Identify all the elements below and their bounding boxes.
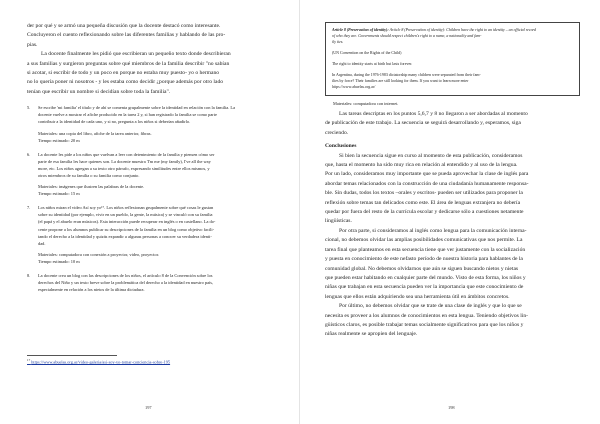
materials-caption: Materiales: computadora con internet.: [333, 101, 399, 106]
text-line: Las tareas descriptas en los puntos 5,6,7 y 8 no llegaron a ser abordadas al momento: [339, 111, 528, 117]
time-estimate: Tiempo estimado: 10 m: [38, 258, 80, 264]
section-heading: Conclusiones: [325, 143, 357, 150]
footnote-link[interactable]: https://www.abuelas.org.ar/video-galeria/asi-soy-yo-tomar-conciencia-sobre-195: [31, 359, 171, 365]
exercise-line: otros miembros de su familia o su familia como conjunto.: [38, 173, 140, 178]
page-number-right: 198: [448, 405, 455, 410]
text-line: no lo quería poner ni nosotros - y les estaba como decidir ¿porque además por otro lado: [27, 79, 224, 86]
conclusions-paragraph: [325, 152, 580, 227]
exercise-line: La docente crea un blog con las descripciones de los niños, el artículo 8 de la Convención sobre los: [38, 273, 213, 279]
exercise-number: 6.: [27, 151, 31, 157]
footnote: [27, 357, 170, 365]
tasks-paragraph: [325, 110, 580, 138]
exercise-line: docente vuelve a mostrar el afiche producido en la tarea 2 y, si han registrado la familia se como parte: [38, 112, 217, 118]
text-line: que pueden estar habitando en cualquier parte del mundo. Visto de esta forma, los niños y: [325, 274, 526, 281]
materials-text: Materiales: computadora con conexión a proyector, video, proyector.: [38, 251, 160, 257]
box-source: (UN Convention on the Rights of the Child): [332, 50, 402, 55]
text-line: ble. Sin dudas, todos los textos –orales y escritos- pueden ser utilizados para proponer la: [325, 190, 523, 197]
text-line: Concluyeron el cuento reflexionando sobre las diferentes familias y hablando de las pro-: [27, 32, 226, 39]
exercise-line: (el papá y el abuelo eran músicos). Esta interacción puede recuperar en inglés o en castellano. La do-: [38, 219, 216, 225]
exercise-line: La docente les pide a los niños que vuelvan a leer con detenimiento de la familia y piensen cómo ser: [38, 151, 215, 157]
footnote-number: 17: [27, 358, 31, 362]
box-line: Article 8 (Preservation of identity): Children have the right to an identity – an official record: [389, 27, 536, 32]
text-line: reflexión sobre temas tan delicados como este. El área de lenguas extranjera no debería: [325, 199, 521, 206]
exercise-line: dad.: [38, 240, 46, 246]
text-line: lingüísticas.: [325, 218, 352, 225]
other-paragraph: [325, 227, 580, 302]
right-page: [300, 0, 600, 424]
last-paragraph: [325, 302, 580, 340]
text-line: niñas que trabajan en esta secuencia pueden ver la importancia que este conocimiento de: [325, 284, 524, 291]
box-line: ily ties.: [332, 39, 344, 44]
text-line: Por un lado, consideramos muy importante que se pueda aprovechar la clase de inglés para: [325, 171, 529, 178]
text-line: quedar por fuera del resto de la currícula escolar y dedicarse sólo a cuestiones netamente: [325, 209, 524, 216]
box-line: of who they are. Governments should respect children's right to a name, a nationality and fam-: [332, 33, 482, 38]
exercise-line: cente propone a los alumnos publicar su descripciones de la familia en un blog como objetivo facili-: [38, 226, 215, 232]
exercise-number: 5.: [27, 105, 31, 111]
family-text-paragraph: [27, 50, 286, 97]
exercise-line: more, etc. Los niños agregan a su texto otro párrafo, expresando similitudes entre ellos mismos, y: [38, 165, 210, 171]
text-line: comunidad global. No debemos olvidarnos que aún se siguen buscando nietos y nietas: [325, 265, 519, 272]
exercise-line: tando el derecho a la identidad y quizás expandir a algunas personas a conocer su verdadera identi-: [38, 233, 212, 239]
text-line: creciendo.: [325, 129, 349, 136]
text-line: der por qué y se armó una pequeña discusión que la docente destacó como interesante.: [27, 23, 221, 29]
box-line: The right to identity starts at birth but lasts forever.: [332, 61, 413, 66]
text-line: y puesta en conocimiento de este nefasto período de nuestra historia para hablantes de la: [325, 256, 523, 263]
text-line: tarea final que planteamos en esta secuencia tiene que ver justamente con la socialización: [325, 246, 526, 253]
time-estimate: Tiempo estimado: 15 m: [38, 191, 80, 197]
exercise-5: [27, 104, 286, 143]
text-line: de publicación de este trabajo. La secuencia se seguirá desarrollando y, esperamos, siga: [325, 120, 521, 127]
text-line: La docente finalmente les pidió que escribieran un pequeño texto donde describieran: [41, 51, 231, 58]
text-line: niñas realmente se apropien del lenguaje.: [325, 331, 418, 338]
exercise-line: Los niños miran el video Así soy yo¹⁷. Los niños reflexionan grupalmente sobre qué cosas le gustan: [38, 205, 214, 211]
exercise-line: parte de esa familia les hace quienes son. La docente muestra 'I'm me (my family), I've all the way: [38, 158, 211, 164]
text-line: que, hasta el momento ha sido muy rica en relación al entendido y al uso de la lengua.: [325, 162, 518, 169]
exercise-6: [27, 151, 286, 198]
page-number-left: 197: [145, 405, 152, 410]
text-line: necesita es proveer a los alumnos de conocimientos en esta lengua. Teniendo objetivos lin-: [325, 312, 528, 319]
text-line: cional, no debemos olvidar las amplias posibilidades comunicativas que nos permite. La: [325, 237, 523, 244]
box-link[interactable]: https://www.abuelas.org.ar/: [332, 84, 376, 89]
text-line: Por último, no debemos olvidar que se trate de una clase de inglés y que lo que se: [339, 303, 522, 310]
text-line: abordar temas relacionados con la construcción de una ciudadanía humanamente responsa-: [325, 180, 529, 187]
intro-paragraph: [27, 22, 286, 50]
exercise-line: derechos del Niño y un texto breve sobre la problemática del derecho a la identidad en nuestro país,: [38, 280, 214, 286]
exercise-line: sobre su identidad (por ejemplo, vivir en un pueblo, la gente, la música) y se vinculó con su familia: [38, 212, 213, 218]
materials-text: Materiales: imágenes que ilustren las palabras de la docente.: [38, 184, 145, 190]
exercise-number: 7.: [27, 205, 31, 211]
text-line: pias.: [27, 41, 38, 48]
exercise-number: 8.: [27, 273, 31, 279]
text-line: si acotar, si escribir de todo y un poco en porque no estaba muy puesto- yo o hermano: [27, 70, 220, 77]
footnote-rule: [27, 355, 117, 356]
text-line: a sus familias y surgieron preguntas sobre qué miembros de la familia describir "no sabían: [27, 60, 230, 67]
text-line: Por otra parte, si consideramos al inglés como lengua para la comunicación interna-: [339, 227, 527, 234]
materials-text: Materiales: una copia del libro, afiche de la tarea anterior, fibras.: [38, 130, 152, 136]
box-line: ilies by force? Their families are still looking for them. If you want to learn more enter: [332, 78, 469, 83]
text-line: güísticos claros, es posible trabajar temas socialmente significativos para que los niños y: [325, 321, 524, 328]
text-line: Si bien la secuencia sigue en curso al momento de esta publicación, consideramos: [339, 152, 523, 159]
exercise-line: especialmente en relación a los nietos de la última dictadura.: [38, 287, 145, 293]
exercise-8: [27, 272, 286, 293]
exercise-line: Se escribe 'mi familia' el título y de ahí se comenta grupalmente sobre la identidad en relación con la familia. La: [38, 105, 236, 111]
text-line: tenían que escribir un nombre si decidían sobre toda la familia".: [27, 88, 171, 95]
box-line: In Argentina, during the 1976-1983 dictatorship many children were separated from their fam-: [332, 72, 481, 77]
exercise-line: contribuir a la identidad de cada uno, y si no, pregunta a los niños si deberían añadirlo.: [38, 119, 191, 125]
exercise-7: [27, 204, 286, 265]
time-estimate: Tiempo estimado: 20 m: [38, 137, 80, 143]
article-8-box: Article 8 (Preservation of identity): Article 8 (Preservation of identity): Children have the right to an identity – an official record of who they are. Governments should respect children's right to a name, a nationality and fam- ily ties. (UN Convention on the Rights of the Child) The right to identity starts at birth but lasts forever. In Argentina, during the 1976-1983 dictatorship many children were separated from their fam- ilies by force? Their families are still looking for them. If you want to learn more enter https://www.abuelas.org.ar/: [325, 22, 580, 96]
text-line: lenguas que ellos están adquiriendo sea una herramienta útil en ámbitos concretos.: [325, 293, 510, 300]
